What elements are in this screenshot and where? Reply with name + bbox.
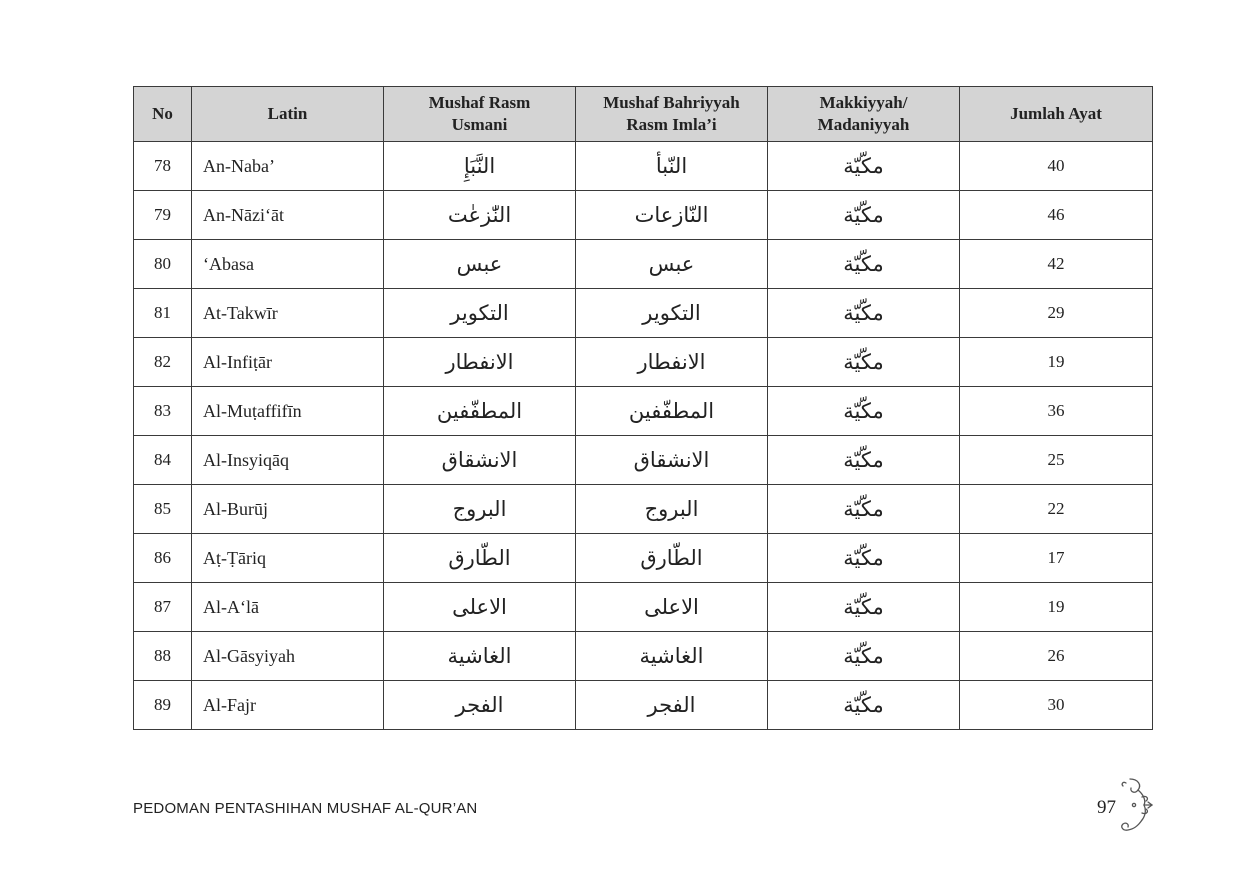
cell-makkiyyah: مكّيّة	[768, 240, 960, 289]
cell-jumlah-ayat: 25	[960, 436, 1153, 485]
table-body	[134, 142, 1153, 730]
cell-latin: ‘Abasa	[192, 240, 384, 289]
header-bahriyyah-line1: Mushaf Bahriyyah	[603, 93, 740, 112]
table-row	[134, 436, 1153, 485]
cell-rasm-usmani: المطفّفين	[384, 387, 576, 436]
header-jumlah-ayat: Jumlah Ayat	[960, 87, 1153, 142]
cell-latin: Al-Insyiqāq	[192, 436, 384, 485]
cell-makkiyyah: مكّيّة	[768, 436, 960, 485]
cell-latin: Al-A‘lā	[192, 583, 384, 632]
header-makkiyyah-line2: Madaniyyah	[817, 115, 910, 134]
header-bahriyyah-line2: Rasm Imla’i	[626, 115, 717, 134]
cell-latin: Al-Burūj	[192, 485, 384, 534]
cell-bahriyyah: التكوير	[576, 289, 768, 338]
cell-makkiyyah: مكّيّة	[768, 338, 960, 387]
header-rasm-usmani	[384, 87, 576, 142]
header-makkiyyah	[768, 87, 960, 142]
cell-makkiyyah: مكّيّة	[768, 534, 960, 583]
cell-rasm-usmani: النّٰزعٰت	[384, 191, 576, 240]
cell-makkiyyah: مكّيّة	[768, 583, 960, 632]
cell-no: 84	[134, 436, 192, 485]
cell-jumlah-ayat: 30	[960, 681, 1153, 730]
cell-jumlah-ayat: 22	[960, 485, 1153, 534]
table-row	[134, 534, 1153, 583]
cell-no: 83	[134, 387, 192, 436]
cell-jumlah-ayat: 42	[960, 240, 1153, 289]
cell-rasm-usmani: التكوير	[384, 289, 576, 338]
cell-makkiyyah: مكّيّة	[768, 142, 960, 191]
cell-bahriyyah: الانفطار	[576, 338, 768, 387]
cell-latin: Al-Muṭaffifīn	[192, 387, 384, 436]
cell-jumlah-ayat: 40	[960, 142, 1153, 191]
cell-bahriyyah: الغاشية	[576, 632, 768, 681]
cell-no: 80	[134, 240, 192, 289]
cell-no: 87	[134, 583, 192, 632]
header-no: No	[134, 87, 192, 142]
cell-no: 81	[134, 289, 192, 338]
header-rasm-usmani-line1: Mushaf Rasm	[428, 93, 531, 112]
table-row	[134, 240, 1153, 289]
table-row	[134, 632, 1153, 681]
cell-no: 85	[134, 485, 192, 534]
cell-bahriyyah: الطّارق	[576, 534, 768, 583]
cell-jumlah-ayat: 46	[960, 191, 1153, 240]
cell-jumlah-ayat: 26	[960, 632, 1153, 681]
cell-rasm-usmani: الاعلى	[384, 583, 576, 632]
cell-makkiyyah: مكّيّة	[768, 387, 960, 436]
table-row	[134, 485, 1153, 534]
cell-latin: Aṭ-Ṭāriq	[192, 534, 384, 583]
cell-rasm-usmani: عبس	[384, 240, 576, 289]
header-rasm-usmani-line2: Usmani	[451, 115, 508, 134]
cell-rasm-usmani: الفجر	[384, 681, 576, 730]
cell-rasm-usmani: النَّبَإِ	[384, 142, 576, 191]
cell-bahriyyah: الفجر	[576, 681, 768, 730]
cell-latin: Al-Infiṭār	[192, 338, 384, 387]
cell-bahriyyah: الاعلى	[576, 583, 768, 632]
page-number: 97	[1097, 797, 1116, 818]
cell-no: 88	[134, 632, 192, 681]
cell-bahriyyah: النّبأ	[576, 142, 768, 191]
cell-makkiyyah: مكّيّة	[768, 191, 960, 240]
cell-no: 82	[134, 338, 192, 387]
cell-latin: An-Naba’	[192, 142, 384, 191]
cell-no: 86	[134, 534, 192, 583]
table-row	[134, 191, 1153, 240]
cell-rasm-usmani: الانفطار	[384, 338, 576, 387]
cell-bahriyyah: الانشقاق	[576, 436, 768, 485]
cell-bahriyyah: المطفّفين	[576, 387, 768, 436]
table-row	[134, 289, 1153, 338]
cell-rasm-usmani: الغاشية	[384, 632, 576, 681]
cell-latin: At-Takwīr	[192, 289, 384, 338]
cell-latin: An-Nāzi‘āt	[192, 191, 384, 240]
cell-bahriyyah: النّازعات	[576, 191, 768, 240]
cell-rasm-usmani: الانشقاق	[384, 436, 576, 485]
cell-no: 79	[134, 191, 192, 240]
footer-title: PEDOMAN PENTASHIHAN MUSHAF AL-QUR’AN	[133, 800, 478, 817]
cell-no: 89	[134, 681, 192, 730]
cell-jumlah-ayat: 17	[960, 534, 1153, 583]
header-latin: Latin	[192, 87, 384, 142]
header-makkiyyah-line1: Makkiyyah/	[819, 93, 908, 112]
cell-jumlah-ayat: 19	[960, 583, 1153, 632]
header-bahriyyah	[576, 87, 768, 142]
cell-makkiyyah: مكّيّة	[768, 681, 960, 730]
cell-bahriyyah: عبس	[576, 240, 768, 289]
table-row	[134, 387, 1153, 436]
cell-makkiyyah: مكّيّة	[768, 289, 960, 338]
cell-latin: Al-Fajr	[192, 681, 384, 730]
cell-no: 78	[134, 142, 192, 191]
table-row	[134, 681, 1153, 730]
cell-rasm-usmani: البروج	[384, 485, 576, 534]
cell-bahriyyah: البروج	[576, 485, 768, 534]
cell-jumlah-ayat: 36	[960, 387, 1153, 436]
cell-rasm-usmani: الطّارق	[384, 534, 576, 583]
table-row	[134, 142, 1153, 191]
cell-jumlah-ayat: 29	[960, 289, 1153, 338]
cell-makkiyyah: مكّيّة	[768, 485, 960, 534]
cell-jumlah-ayat: 19	[960, 338, 1153, 387]
table-header-row	[134, 87, 1153, 142]
table-row	[134, 583, 1153, 632]
table-row	[134, 338, 1153, 387]
surah-table	[133, 86, 1153, 730]
cell-latin: Al-Gāsyiyah	[192, 632, 384, 681]
cell-makkiyyah: مكّيّة	[768, 632, 960, 681]
